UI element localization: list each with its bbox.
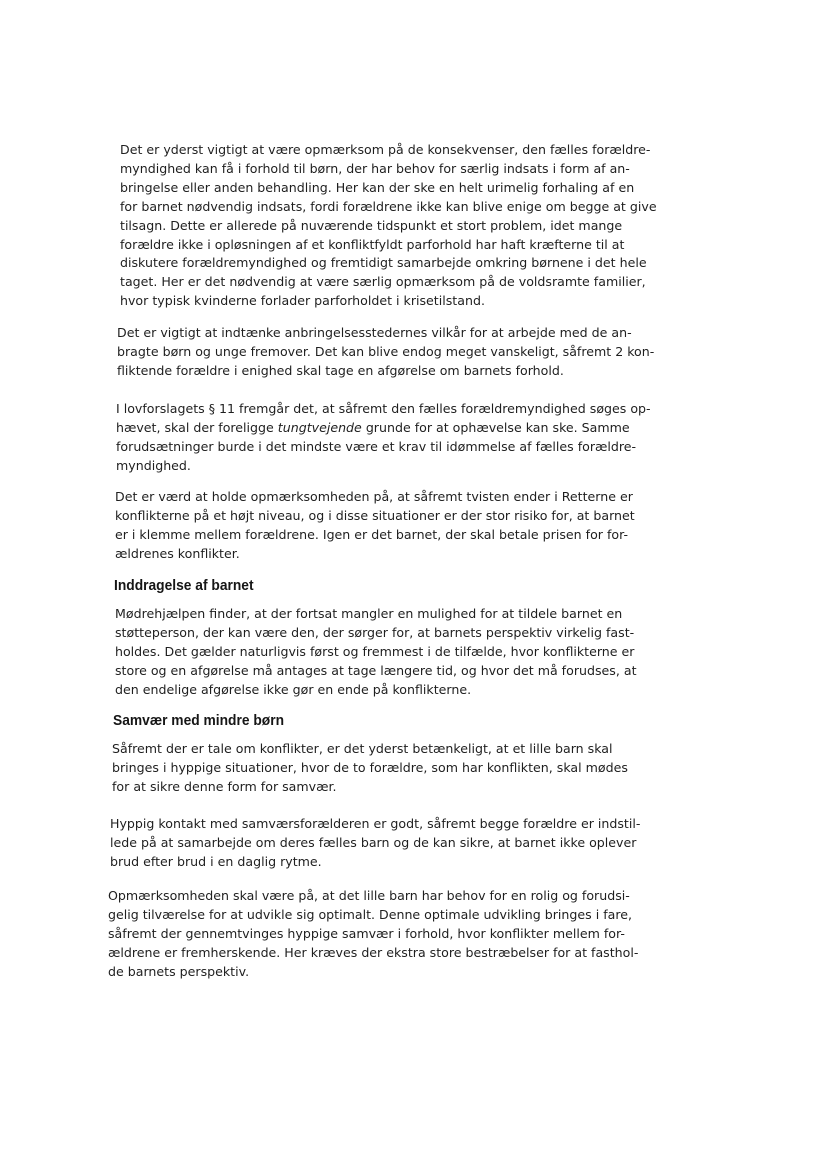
text-line: Såfremt der er tale om konflikter, er det yderst betænkeligt, at et lille barn skal <box>112 741 613 756</box>
text-line: konflikterne på et højt niveau, og i disse situationer er der stor risiko for, at barnet <box>115 507 635 523</box>
text-line: lede på at samarbejde om deres fælles barn og de kan sikre, at barnet ikke oplever <box>110 834 637 850</box>
text-line: taget. Her er det nødvendig at være særlig opmærksom på de voldsramte familier, <box>120 274 646 290</box>
text-line: gelig tilværelse for at udvikle sig optimalt. Denne optimale udvikling bringes i fare, <box>108 906 633 922</box>
text-line: brud efter brud i en daglig rytme. <box>110 853 322 869</box>
text-line: Det er vigtigt at indtænke anbringelsesstedernes vilkår for at arbejde med de an- <box>117 325 632 340</box>
text-line: Det er værd at holde opmærksomheden på, at såfremt tvisten ender i Retterne er <box>115 489 633 504</box>
text-line: tilsagn. Dette er allerede på nuværende tidspunkt et stort problem, idet mange <box>120 217 623 233</box>
text-line: myndighed. <box>116 457 191 473</box>
text-line: holdes. Det gælder naturligvis først og fremmest i de tilfælde, hvor konflikterne er <box>115 643 635 659</box>
text-line: er i klemme mellem forældrene. Igen er det barnet, der skal betale prisen for for- <box>115 526 629 542</box>
text-line: forældre ikke i opløsningen af et konfliktfyldt parforhold har haft kræfterne til at <box>120 236 625 252</box>
text-line: for at sikre denne form for samvær. <box>112 778 337 794</box>
paragraph-conflicts <box>112 740 628 797</box>
section-heading-involvement: Inddragelse af barnet <box>114 577 254 594</box>
emphasis-text: tungtvejende <box>277 419 362 435</box>
text-line: Hyppig kontakt med samværsforælderen er godt, såfremt begge forældre er indstil- <box>110 816 641 831</box>
text-line: for barnet nødvendig indsats, fordi forældrene ikke kan blive enige om begge at give <box>120 198 657 214</box>
text-line: bringes i hyppige situationer, hvor de to forældre, som har konflikten, skal mødes <box>112 759 628 775</box>
text-line: den endelige afgørelse ikke gør en ende på konflikterne. <box>115 681 472 697</box>
text-line: Mødrehjælpen finder, at der fortsat mangler en mulighed for at tildele barnet en <box>115 606 623 621</box>
text-line: bringelse eller anden behandling. Her kan der ske en helt urimelig forhaling af en <box>120 179 635 195</box>
text-line: såfremt der gennemtvinges hyppige samvær i forhold, hvor konflikter mellem for- <box>108 925 625 941</box>
text-fragment: grunde for at ophævelse kan ske. Samme <box>361 419 630 435</box>
text-fragment: hævet, skal der foreligge <box>116 419 278 435</box>
text-line: I lovforslagets § 11 fremgår det, at såfremt den fælles forældremyndighed søges op- <box>116 401 651 416</box>
text-line <box>116 419 630 438</box>
text-line: støtteperson, der kan være den, der sørger for, at barnets perspektiv virkelig fast- <box>115 624 635 640</box>
text-line: de barnets perspektiv. <box>108 963 250 979</box>
paragraph-support-person <box>115 605 637 700</box>
text-line: ældrene er fremherskende. Her kræves der ekstra store bestræbelser for at fasthol- <box>108 944 639 960</box>
text-line: Det er yderst vigtigt at være opmærksom på de konsekvenser, den fælles forældre- <box>120 142 651 157</box>
text-line: Opmærksomheden skal være på, at det lille barn har behov for en rolig og forudsi- <box>108 888 630 903</box>
paragraph-section-11 <box>116 400 651 476</box>
text-line: fliktende forældre i enighed skal tage en afgørelse om barnets forhold. <box>117 362 564 378</box>
text-line: hvor typisk kvinderne forlader parforholdet i krisetilstand. <box>120 293 485 309</box>
paragraph-consequences <box>120 141 657 311</box>
text-line: forudsætninger burde i det mindste være et krav til idømmelse af fælles forældre- <box>116 438 637 454</box>
section-heading-contact-small-children: Samvær med mindre børn <box>113 712 285 729</box>
text-line: diskutere forældremyndighed og fremtidigt samarbejde omkring børnene i det hele <box>120 255 647 271</box>
paragraph-frequent-contact <box>110 815 641 872</box>
paragraph-placement-conditions <box>117 324 655 381</box>
text-line: myndighed kan få i forhold til børn, der har behov for særlig indsats i form af an- <box>120 160 630 176</box>
text-line: ældrenes konflikter. <box>115 545 240 561</box>
paragraph-stable-life <box>108 887 639 982</box>
text-line: bragte børn og unge fremover. Det kan blive endog meget vanskeligt, såfremt 2 kon- <box>117 343 655 359</box>
text-line: store og en afgørelse må antages at tage længere tid, og hvor det må forudses, at <box>115 662 637 678</box>
paragraph-court-disputes <box>115 488 635 564</box>
